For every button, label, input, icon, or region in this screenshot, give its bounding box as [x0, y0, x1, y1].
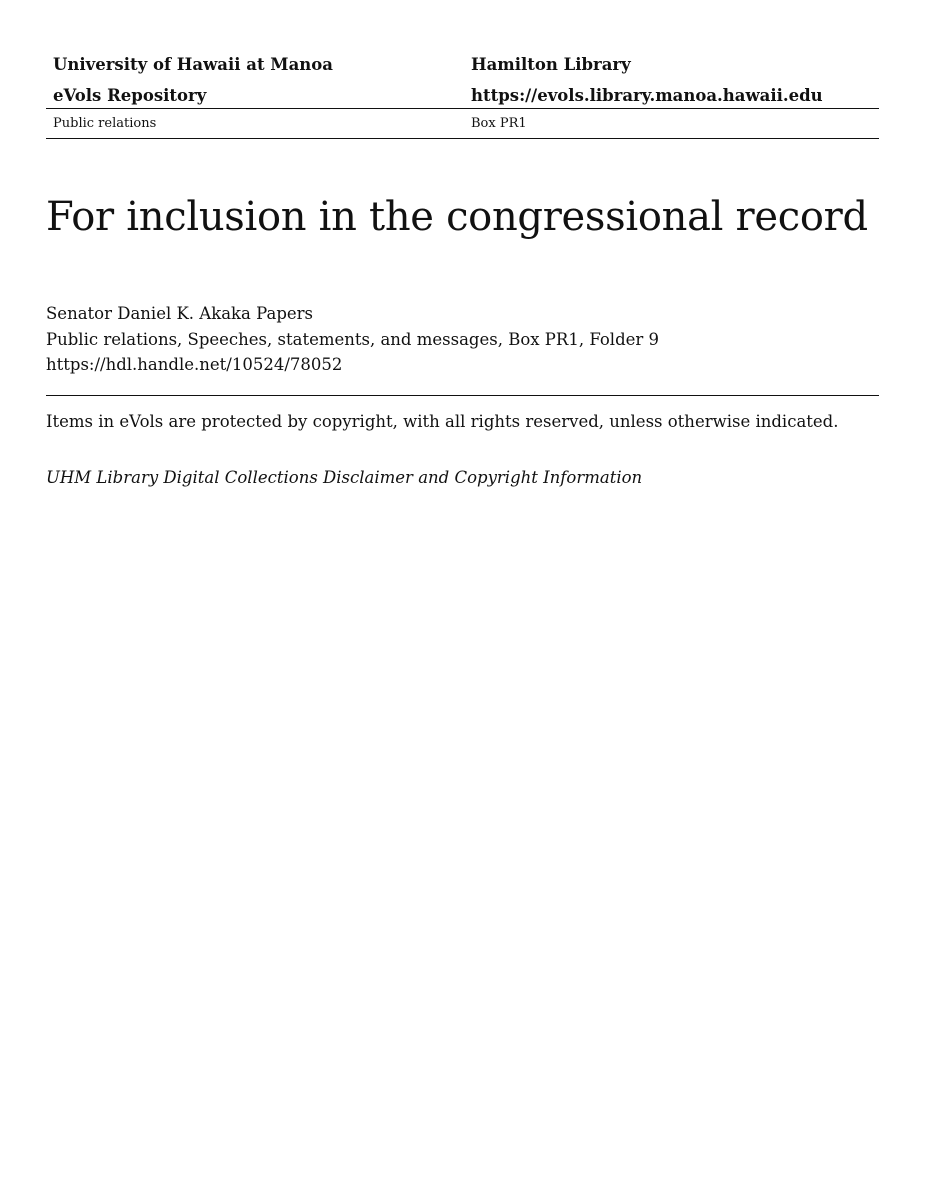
- collection-name: Senator Daniel K. Akaka Papers: [46, 304, 314, 323]
- handle-link[interactable]: https://hdl.handle.net/10524/78052: [46, 355, 343, 374]
- divider: [46, 395, 879, 396]
- institution-name: University of Hawaii at Manoa: [53, 55, 333, 74]
- header-row-2: [46, 83, 879, 109]
- repository-url[interactable]: https://evols.library.manoa.hawaii.edu: [471, 86, 823, 105]
- box-label: Box PR1: [471, 116, 527, 131]
- series-name: Public relations: [53, 116, 157, 131]
- header-table: [46, 52, 879, 139]
- disclaimer-link[interactable]: UHM Library Digital Collections Disclaimer and Copyright Information: [46, 468, 643, 487]
- document-title: For inclusion in the congressional record: [46, 194, 868, 240]
- document-metadata: [46, 301, 659, 378]
- repository-name: eVols Repository: [53, 86, 207, 105]
- header-row-3: [46, 109, 879, 139]
- rights-statement: Items in eVols are protected by copyright, with all rights reserved, unless otherwise indicated.: [46, 412, 839, 431]
- header-row-1: [46, 52, 879, 83]
- folder-location: Public relations, Speeches, statements, and messages, Box PR1, Folder 9: [46, 329, 660, 349]
- library-name: Hamilton Library: [471, 55, 631, 74]
